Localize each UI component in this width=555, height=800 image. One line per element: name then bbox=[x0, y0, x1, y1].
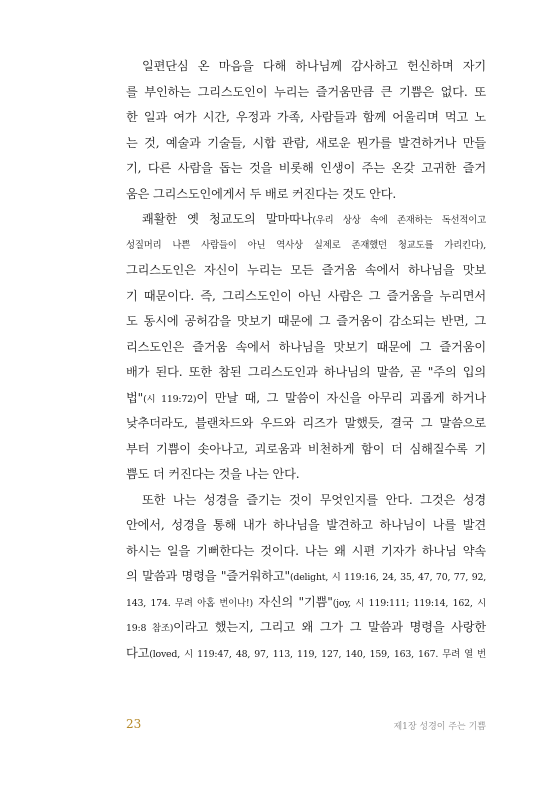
scripture-citation: (시 119:72) bbox=[143, 393, 197, 405]
text-line: 기 때문이다. 즉, 그리스도인이 아닌 사람은 그 즐거움을 누리면서 bbox=[126, 288, 486, 303]
scripture-citation: (joy, 시 119:111; 119:14, 162, 시 bbox=[332, 597, 486, 609]
scripture-citation: (loved, 시 119:47, 48, 97, 113, 119, 127, 140, 159, 163, 167. 무려 열 번 bbox=[149, 648, 486, 660]
text-run: 의 말씀과 명령을 "즐거워하고" bbox=[126, 569, 290, 583]
text-line bbox=[126, 615, 486, 641]
text-line: 하시는 일을 기뻐한다는 것이다. 나는 왜 시편 기자가 하나님 약속 bbox=[126, 543, 486, 558]
text-run: 이 만날 때, 그 말씀이 자신을 아무리 괴롭게 하거나 bbox=[196, 390, 486, 405]
scripture-citation: 143, 174. 무려 아홉 번이나!) bbox=[126, 597, 253, 609]
text-line: 도 동시에 공허감을 맛보기 때문에 그 즐거움이 감소되는 반면, 그 bbox=[126, 314, 486, 328]
text-line: 쁨도 더 커진다는 것을 나는 안다. bbox=[126, 467, 300, 481]
text-line: 일편단심 온 마음을 다해 하나님께 감사하고 헌신하며 자기 bbox=[142, 59, 486, 73]
page-body bbox=[126, 54, 486, 666]
running-head: 제1장 성경이 주는 기쁨 bbox=[393, 722, 486, 732]
text-line bbox=[126, 641, 486, 667]
text-line bbox=[126, 590, 486, 616]
text-line: 한 일과 여가 시간, 우정과 가족, 사람들과 함께 어울리며 먹고 노 bbox=[126, 110, 486, 124]
page-footer bbox=[126, 717, 486, 733]
parenthetical-note: (우리 상상 속에 존재하는 독선적이고 bbox=[312, 215, 486, 226]
parenthetical-note-line: 성질머리 나쁜 사람들이 아닌 역사상 실제로 존재했던 청교도를 가리킨다), bbox=[126, 239, 486, 251]
text-run: 법" bbox=[126, 390, 144, 405]
text-line: 배가 된다. 또한 참된 그리스도인과 하나님의 말씀, 곧 "주의 입의 bbox=[126, 365, 486, 379]
page-number: 23 bbox=[126, 717, 142, 731]
text-line: 는 것, 예술과 기술들, 시합 관람, 새로운 뭔가를 발견하거나 만들 bbox=[126, 135, 486, 150]
text-run: 자신의 "기쁨" bbox=[252, 594, 333, 609]
paragraph-2 bbox=[126, 207, 486, 488]
text-line: 움은 그리스도인에게서 두 배로 커진다는 것도 안다. bbox=[126, 186, 397, 201]
text-line: 또한 나는 성경을 즐기는 것이 무엇인지를 안다. 그것은 성경 bbox=[142, 492, 486, 507]
paragraph-1 bbox=[126, 54, 486, 207]
text-line: 그리스도인은 자신이 누리는 모든 즐거움 속에서 하나님을 맛보 bbox=[126, 263, 486, 277]
text-line bbox=[126, 207, 486, 233]
text-run: 이라고 했는지, 그리고 왜 그가 그 말씀과 명령을 사랑한 bbox=[173, 620, 486, 634]
scripture-citation: 19:8 참조) bbox=[126, 623, 174, 634]
text-line: 안에서, 성경을 통해 내가 하나님을 발견하고 하나님이 나를 발견 bbox=[126, 518, 486, 532]
text-line: 부터 기쁨이 솟아나고, 괴로움과 비천하게 함이 더 심해질수록 기 bbox=[126, 441, 486, 456]
scripture-citation: (delight, 시 119:16, 24, 35, 47, 70, 77, 92, bbox=[289, 572, 486, 583]
text-run: 다고 bbox=[126, 645, 150, 660]
text-line: 낮추더라도, 블랜차드와 우드와 리즈가 말했듯, 결국 그 말씀으로 bbox=[126, 416, 486, 430]
text-line: 리스도인은 즐거움 속에서 하나님을 맛보기 때문에 그 즐거움이 bbox=[126, 339, 486, 354]
text-line: 를 부인하는 그리스도인이 누리는 즐거움만큼 큰 기쁨은 없다. 또 bbox=[126, 84, 486, 99]
text-line bbox=[126, 386, 486, 412]
paragraph-3 bbox=[126, 488, 486, 667]
text-line bbox=[126, 564, 486, 590]
text-run: 쾌활한 옛 청교도의 말마따나 bbox=[142, 212, 313, 226]
text-line: 기, 다른 사람을 돕는 것을 비롯해 인생이 주는 온갖 고귀한 즐거 bbox=[126, 161, 486, 175]
